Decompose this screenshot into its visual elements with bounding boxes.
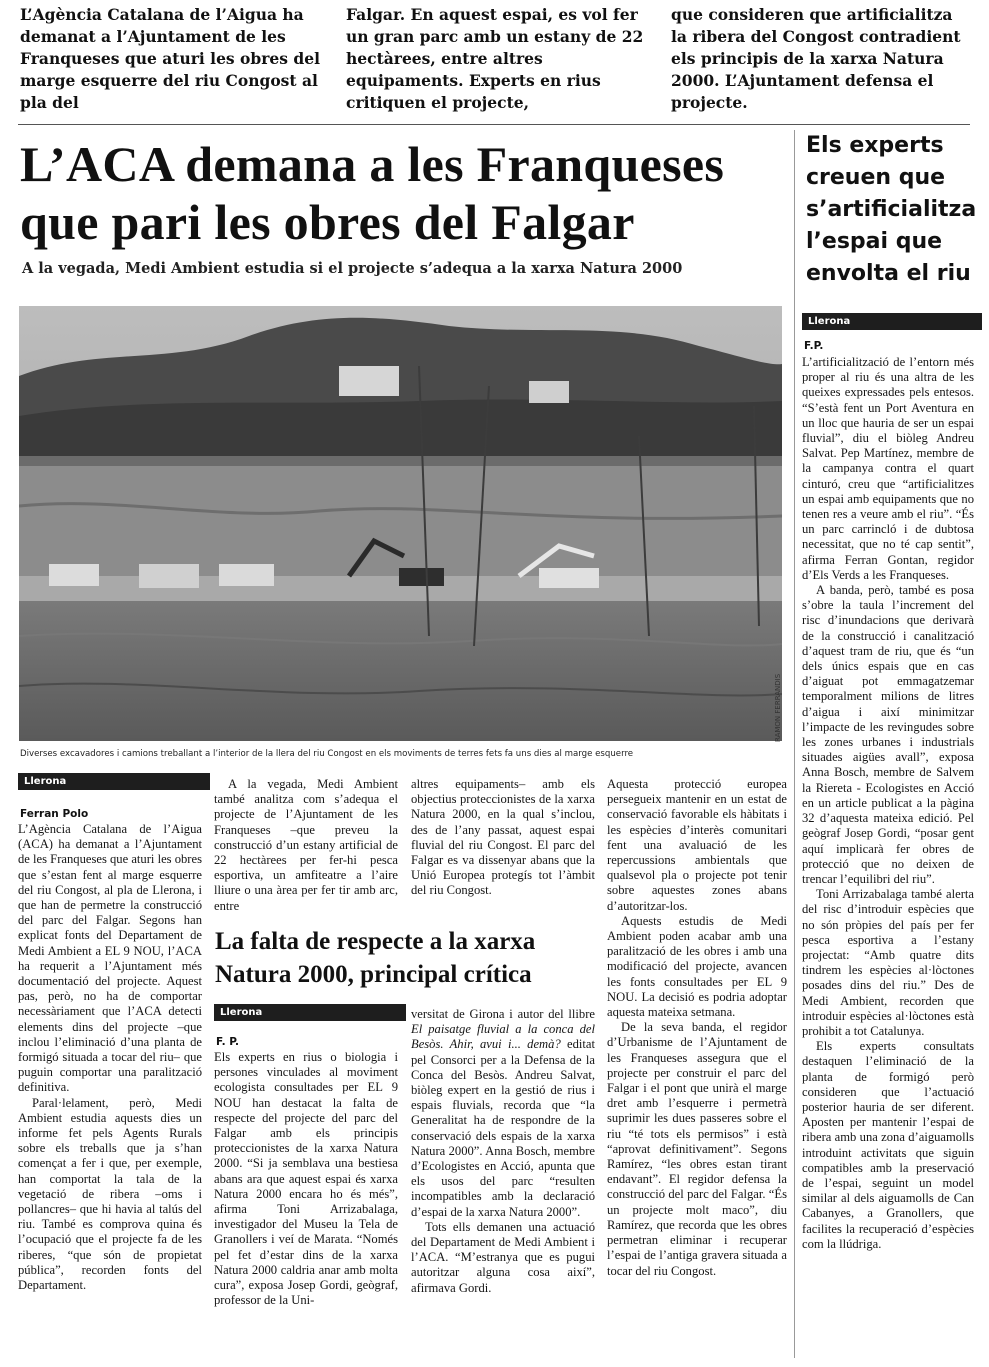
article-column-4 <box>607 777 787 1279</box>
sidebar-paragraph: A banda, però, també es posa s’obre la taula l’increment del risc d’inundacions que derivarà de la construcció i canalització d’aquest tram de riu, que és “un dels únics espais que en cas d’aiguat pot emmagatzemar temporalment milions de litres d’aigua i així minimitzar l’impacte de les revingudes sobre les zones urbanes i industrials situades aigües avall”, exposa Anna Bosch, membre de Salvem la Riereta - Ecologistes en Acció en un article publicat a la pàgina 32 d’aquesta mateixa edició. Pel geògraf Josep Gordi, “posar gent aquí implicarà fer obres de protecció que no deixen de trencar l’equilibri del riu”. <box>802 583 974 886</box>
sidebar-paragraph: Toni Arrizabalaga també alerta del risc d’introduir espècies que no són pròpies del país per fer pesca esportiva a l’estany projectat: “Amb quatre dits tindrem les espècies al·lòctones posades dins del riu.” Des de Medi Ambient, recorden que introduir espècies al·lòctones està prohibit a tot Catalunya. <box>802 887 974 1038</box>
second-text: versitat de Girona i autor del llibre <box>411 1007 595 1021</box>
article-column-1 <box>18 822 202 1293</box>
photo-credit: RAMON FERRANDIS <box>774 673 782 742</box>
headline-line-2: que pari les obres del Falgar <box>20 194 635 250</box>
headline-line-1: L’ACA demana a les Franqueses <box>20 136 725 192</box>
second-headline: La falta de respecte a la xarxa Natura 2000, principal crítica <box>215 928 536 988</box>
photo-caption: Diverses excavadores i camions treballant a l’interior de la llera del riu Congost en els moviments de terres fets fa uns dies al marge esquerre <box>20 749 634 759</box>
top-rule <box>18 124 970 125</box>
article-paragraph: altres equipaments– amb els objectius proteccionistes de la xarxa Natura 2000, en la qual s’inclou, des de l’any passat, aquest espai fluvial del riu Congost. El parc del Falgar es va dissenyar abans que la Unió Europea protegís tot l’àmbit del riu Congost. <box>411 777 595 898</box>
sidebar-byline: F.P. <box>804 340 824 352</box>
sidebar-divider <box>794 130 795 1358</box>
intro-col-1: L’Agència Catalana de l’Aigua ha demanat a l’Ajuntament de les Franqueses que aturi les obres del marge esquerre del riu Congost al pla del <box>20 5 320 112</box>
article-byline: Ferran Polo <box>20 808 89 820</box>
intro-col-2: Falgar. En aquest espai, es vol fer un gran parc amb un estany de 22 hectàrees, entre altres equipaments. Experts en rius critiquen el projecte, <box>346 5 644 112</box>
sidebar-section-tag: Llerona <box>802 313 982 330</box>
sidebar-body <box>802 355 974 1252</box>
second-paragraph: Tots ells demanen una actuació del Departament de Medi Ambient i l’ACA. “M’estranya que es pugui autoritzar alguna cosa així”, afirmava Gordi. <box>411 1219 595 1295</box>
article-paragraph: A la vegada, Medi Ambient també analitza com s’adequa el projecte de l’Ajuntament de les Franqueses –que preveu la construcció d’un estany artificial de 22 hectàrees per fer-hi pesca esportiva, un amfiteatre a l’aire lliure o una àrea per fer tir amb arc, entre <box>214 777 398 913</box>
sidebar-paragraph: L’artificialització de l’entorn més proper al riu és una altra de les queixes expressades pels entesos. “S’està fent un Port Aventura en un lloc que hauria de ser un espai fluvial”, diu el biòleg Andreu Salvat. Pep Martínez, membre de la campanya contra el quart cinturó, creu que “artificialitzes un espai amb equipaments que no tenen res a veure amb el riu”. “És un parc carrincló i de dubtosa necessitat, que no té cap sentit”, afirma Ferran Gontan, regidor d’Els Verds a les Franqueses. <box>802 355 974 582</box>
book-title: El paisatge fluvial a la conca del Besòs. Ahir, avui i... demà? <box>411 1022 595 1052</box>
second-paragraph: Els experts en rius o biologia i persones vinculades al moviment ecologista consultades per EL 9 NOU han destacat la falta de respecte del projecte del parc del Falgar amb els principis proteccionistes de la xarxa Natura 2000. “Si ja semblava una bestiesa abans ara que aquest espai és xarxa Natura 2000 encara ho és més”, afirma Toni Arrizabalaga, investigador del Museu la Tela de Granollers i veí de Marata. “Només pel fet d’estar dins de la xarxa Natura 2000 caldria anar amb molta cura”, exposa Josep Gordi, geògraf, professor de la Uni- <box>214 1050 398 1308</box>
construction-photo <box>19 306 782 741</box>
second-column-2 <box>411 1007 595 1296</box>
second-text: editat pel Consorci per a la Defensa de la Conca del Besòs. Andreu Salvat, biòleg expert en la gestió de rius i espais fluvials, recorda que “la Generalitat ha de respondre de la conservació dels espais de la xarxa Natura 2000”. Anna Bosch, membre d’Ecologistes en Acció, apunta que els usos del parc “resulten incompatibles amb la declaració d’espai de la xarxa Natura 2000”. <box>411 1037 595 1219</box>
article-paragraph: De la seva banda, el regidor d’Urbanisme de l’Ajuntament de les Franqueses assegura que el projecte per construir el parc del Falgar i el pont que unirà el marge dret amb l’esquerre i permetrà suprimir les dues passeres sobre el riu “té tots els permisos” i està “aprovat definitivament”. Segons Ramírez, “les obres estan tirant endavant”. El regidor defensa la construcció del parc del Falgar. “És un projecte molt maco”, diu Ramírez, que recorda que les obres permetran eliminar i recuperar l’espai de l’antiga gravera situada a tocar del riu Congost. <box>607 1020 787 1278</box>
article-paragraph: Aquesta protecció europea persegueix mantenir en un estat de conservació favorable els hàbitats i les espècies d’interès comunitari fent una avaluació de les repercussions ambientals que qualsevol pla o projecte pot tenir sobre aquestes zones abans d’autoritzar-los. <box>607 777 787 913</box>
intro-col-3: que consideren que artificialitza la ribera del Congost contradient els principis de la xarxa Natura 2000. L’Ajuntament defensa el projecte. <box>671 5 961 112</box>
sidebar-paragraph: Els experts consultats destaquen l’eliminació de la planta de formigó però consideren que l’actuació posterior hauria de ser diferent. Aposten per mantenir l’espai de ribera amb una zona d’aiguamolls introduint activitats que siguin compatibles amb la preservació de l’espai, seguint un model similar al dels aiguamolls de Can Cabanyes, a Granollers, que facilites la recuperació d’espècies com la llúdriga. <box>802 1039 974 1251</box>
second-section-tag: Llerona <box>214 1004 406 1021</box>
headline-subtitle: A la vegada, Medi Ambient estudia si el projecte s’adequa a la xarxa Natura 2000 <box>22 260 683 277</box>
second-byline: F. P. <box>216 1036 240 1048</box>
article-paragraph: Aquests estudis de Medi Ambient poden acabar amb una paralització de les obres i amb una modificació del projecte, avancen les fonts consultades per EL 9 NOU. La decisió es podria adoptar aquesta mateixa setmana. <box>607 913 787 1020</box>
second-paragraph <box>411 1007 595 1220</box>
article-column-3 <box>411 777 595 899</box>
second-column-1 <box>214 1050 398 1308</box>
article-section-tag: Llerona <box>18 773 210 790</box>
article-column-2 <box>214 777 398 914</box>
photo-image <box>19 306 782 741</box>
sidebar-headline: Els experts creuen que s’artificialitza l’espai que envolta el riu <box>806 133 977 286</box>
article-paragraph: L’Agència Catalana de l’Aigua (ACA) ha demanat a l’Ajuntament de les Franqueses que aturi les obres que s’estan fent al marge esquerre del riu Congost, al pla de Llerona, i que han de permetre la construcció del parc del Falgar. Segons han explicat fonts del Departament de Medi Ambient a EL 9 NOU, l’ACA ha requerit a l’Ajuntament més documentació del projecte. Aquest pas, però, no ha de comportar necessàriament que l’ACA detecti elements dins del projecte –que inclou l’eliminació d’una planta de formigó situada a tocar del riu– que puguin comportar una paralització definitiva. <box>18 822 202 1095</box>
article-paragraph: Paral·lelament, però, Medi Ambient estudia aquests dies un informe fet pels Agents Rurals sobre els treballs que ja s’han començat a fer i que, per exemple, han comportat la tala de la vegetació de ribera –oms i pollancres– que hi havia al talús del riu. També es comprova quina és l’ocupació que el projecte fa de les riberes, “que són de propietat pública”, recorden fonts del Departament. <box>18 1095 202 1293</box>
